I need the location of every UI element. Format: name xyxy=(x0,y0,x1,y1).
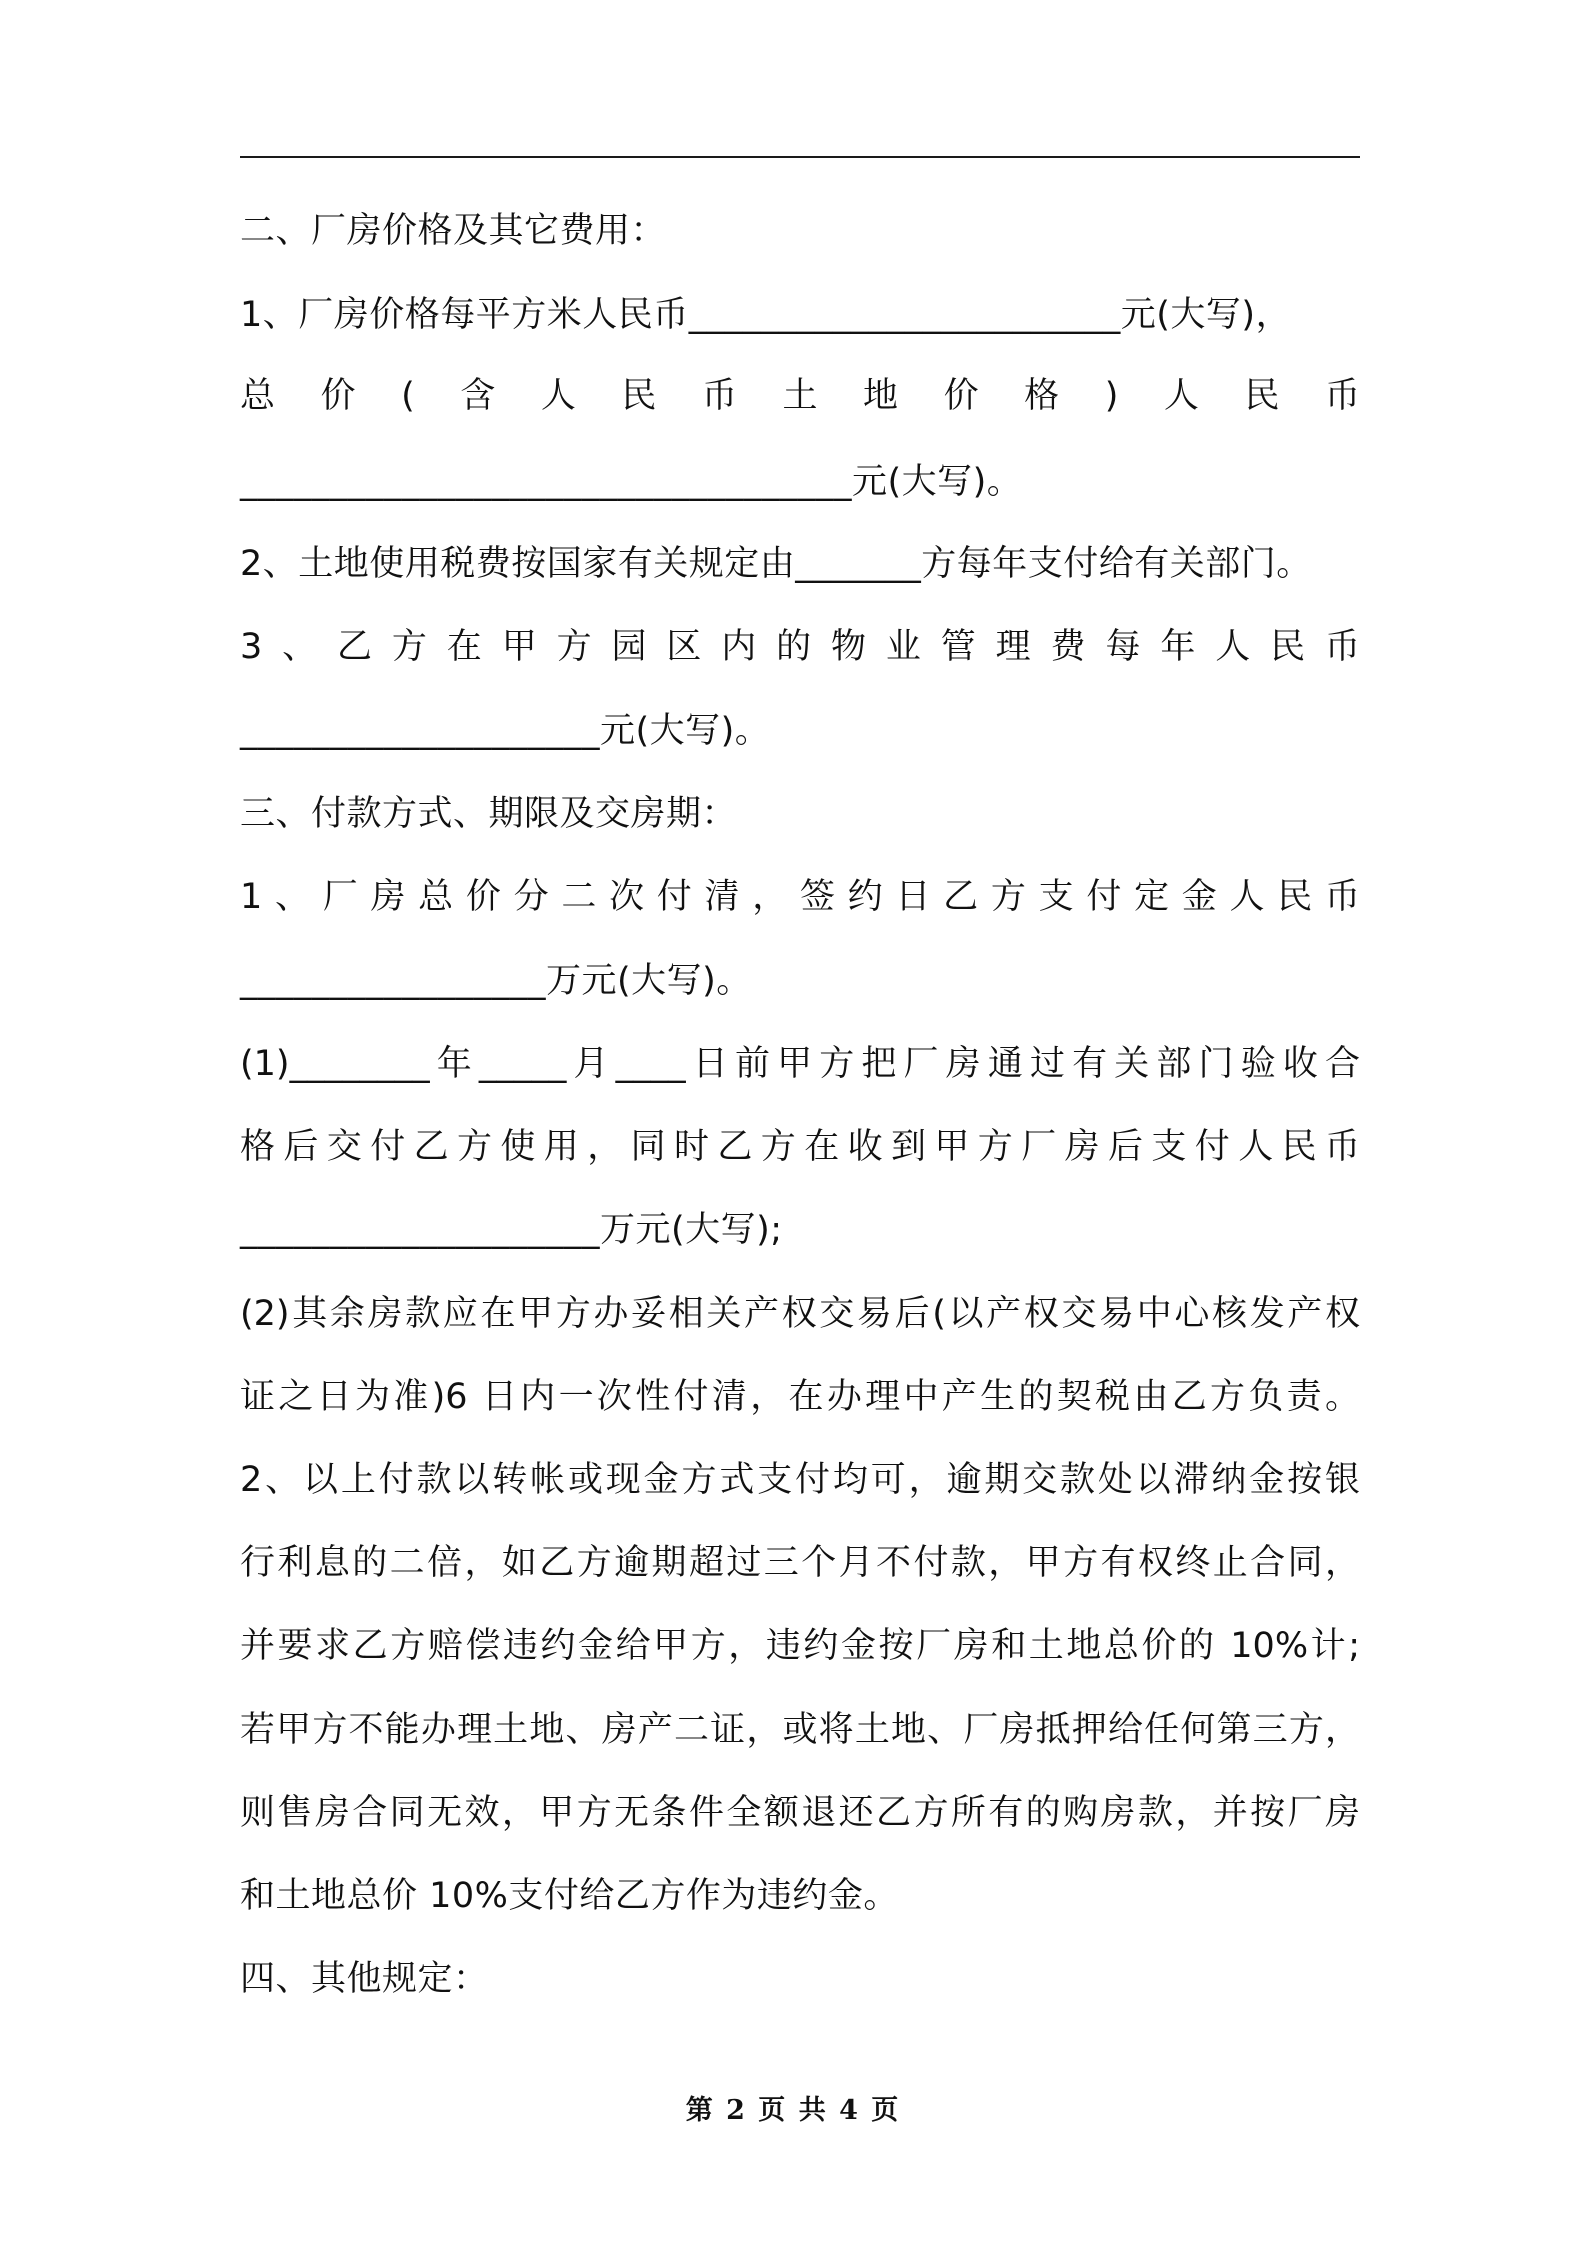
section-heading-3: 三、付款方式、期限及交房期： xyxy=(240,794,738,834)
price-clause-line-1: 1、厂房价格每平方米人民币________________________元(大写)， xyxy=(240,295,1292,335)
section-heading-2: 二、厂房价格及其它费用： xyxy=(240,211,667,251)
payment-item-1-line-2: 格后交付乙方使用，同时乙方在收到甲方厂房后支付人民币 xyxy=(240,1127,1360,1167)
payment-clause-line-1: 1、厂房总价分二次付清，签约日乙方支付定金人民币 xyxy=(240,877,1360,917)
land-tax-clause: 2、土地使用税费按国家有关规定由_______方每年支付给有关部门。 xyxy=(240,544,1312,584)
payment-item-2-line-1: (2)其余房款应在甲方办妥相关产权交易后(以产权交易中心核发产权 xyxy=(240,1294,1360,1334)
payment-item-1-line-1: (1)________年_____月____日前甲方把厂房通过有关部门验收合 xyxy=(240,1044,1360,1084)
late-payment-line-3: 并要求乙方赔偿违约金给甲方，违约金按厂房和土地总价的 10%计; xyxy=(240,1626,1360,1666)
price-clause-line-3: __________________________________元(大写)。 xyxy=(240,462,1023,502)
late-payment-line-4: 若甲方不能办理土地、房产二证，或将土地、厂房抵押给任何第三方， xyxy=(240,1710,1360,1750)
page-number-footer: 第 2 页 共 4 页 xyxy=(685,2095,901,2126)
header-rule xyxy=(240,156,1360,158)
late-payment-line-6: 和土地总价 10%支付给乙方作为违约金。 xyxy=(240,1876,899,1916)
late-payment-line-5: 则售房合同无效，甲方无条件全额退还乙方所有的购房款，并按厂房 xyxy=(240,1793,1360,1833)
payment-clause-line-2: _________________万元(大写)。 xyxy=(240,961,752,1001)
section-heading-4: 四、其他规定： xyxy=(240,1959,489,1999)
payment-item-1-line-3: ____________________万元(大写); xyxy=(240,1210,783,1250)
management-fee-line-1: 3、乙方在甲方园区内的物业管理费每年人民币 xyxy=(240,627,1360,667)
price-clause-line-2: 总价(含人民币土地价格)人民币 xyxy=(240,376,1360,416)
late-payment-line-2: 行利息的二倍，如乙方逾期超过三个月不付款，甲方有权终止合同， xyxy=(240,1543,1360,1583)
management-fee-line-2: ____________________元(大写)。 xyxy=(240,711,771,751)
payment-item-2-line-2: 证之日为准)6 日内一次性付清，在办理中产生的契税由乙方负责。 xyxy=(240,1377,1360,1417)
late-payment-line-1: 2、以上付款以转帐或现金方式支付均可，逾期交款处以滞纳金按银 xyxy=(240,1460,1360,1500)
